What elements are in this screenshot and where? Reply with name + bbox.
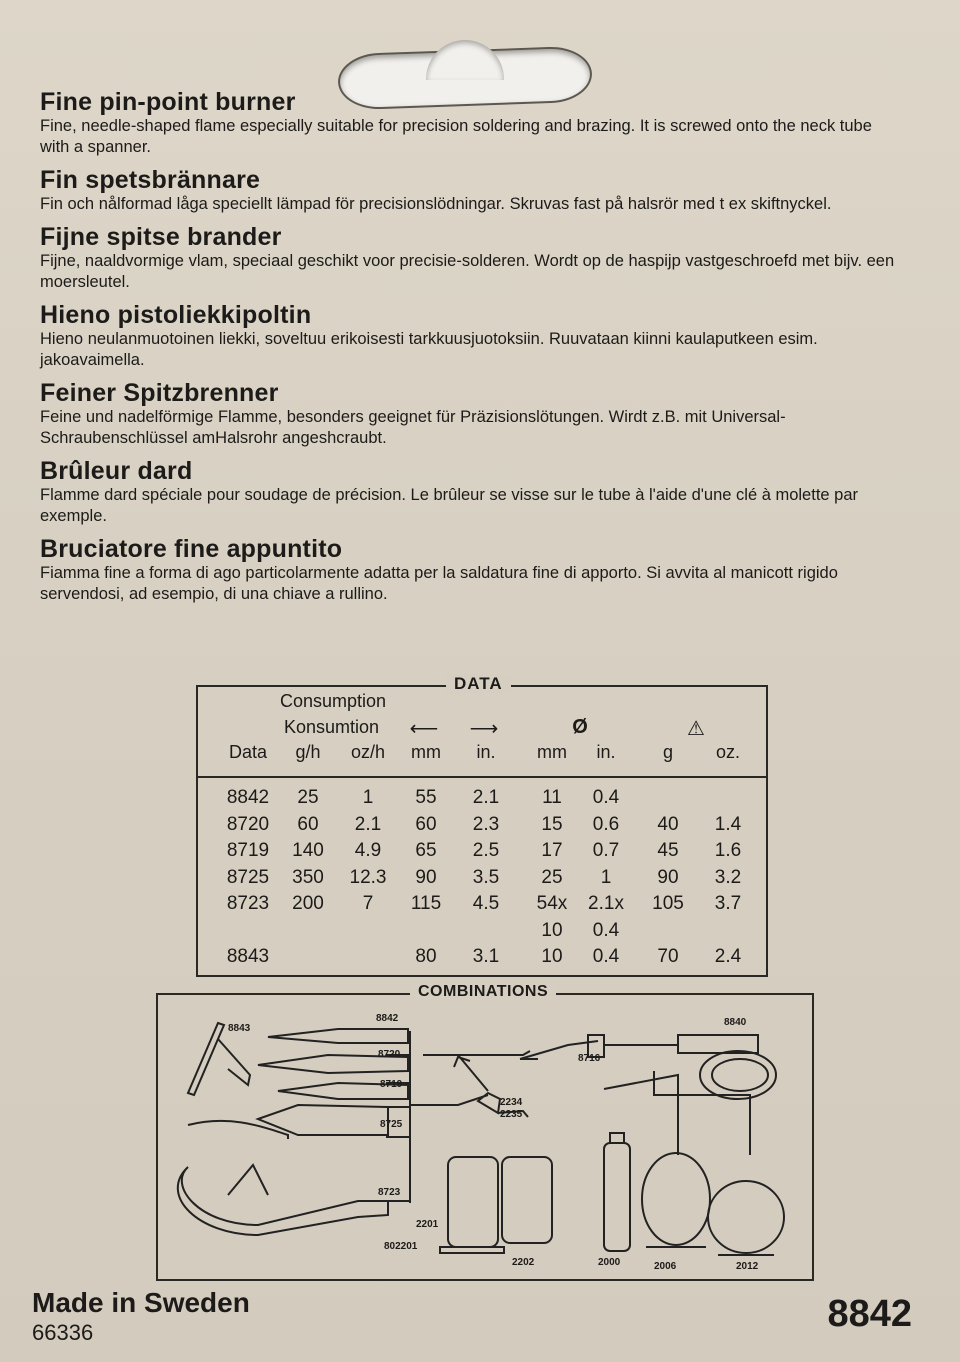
section-body: Flamme dard spéciale pour soudage de précision. Le brûleur se visse sur le tube à l'aide d'une clé à molette par exemple. — [40, 486, 859, 525]
section-dutch — [40, 223, 910, 293]
column-header: mm — [537, 742, 567, 762]
column-header: Data — [228, 742, 268, 762]
hang-hole-notch — [426, 40, 504, 80]
section-title: Hieno pistoliekkipoltin — [40, 301, 312, 329]
section-body: Fin och nålformad låga speciellt lämpad för precisionslödningar. Skruvas fast på halsrör med t ex skiftnyckel. — [40, 195, 832, 213]
table-cell: 3.1 — [472, 946, 500, 967]
label-8843: 8843 — [228, 1023, 251, 1034]
table-cell: 115 — [410, 893, 442, 914]
diameter-icon: Ø — [572, 716, 588, 738]
label-8725: 8725 — [380, 1119, 403, 1130]
label-2006: 2006 — [654, 1261, 677, 1272]
label-8723: 8723 — [378, 1187, 401, 1198]
description-sections — [40, 88, 910, 613]
table-cell: 140 — [292, 840, 324, 861]
table-cell: 60 — [297, 813, 319, 835]
table-cell: 8725 — [226, 866, 270, 888]
label-8719: 8719 — [380, 1079, 403, 1090]
table-cell: 90 — [657, 866, 679, 888]
table-row — [198, 920, 766, 946]
weight-icon: ⚠ — [687, 718, 705, 740]
table-cell: 80 — [415, 946, 437, 967]
section-finnish — [40, 301, 910, 371]
table-cell: 8842 — [226, 787, 270, 808]
table-cell: 3.5 — [472, 866, 500, 888]
label-8842: 8842 — [376, 1013, 399, 1024]
table-cell: 2.1x — [588, 893, 624, 914]
label-802201: 802201 — [384, 1241, 418, 1252]
consumption-label: Consumption — [280, 691, 387, 711]
section-title: Fin spetsbrännare — [40, 166, 261, 194]
section-title: Feiner Spitzbrenner — [40, 379, 279, 407]
section-german — [40, 379, 910, 449]
table-cell: 2.1 — [472, 787, 500, 808]
section-italian — [40, 535, 910, 605]
table-cell: 54x — [536, 893, 568, 914]
table-cell: 350 — [292, 866, 324, 888]
table-row — [198, 787, 766, 813]
combinations-drawing — [158, 995, 812, 1279]
label-8716: 8716 — [578, 1053, 601, 1064]
table-cell: 0.7 — [592, 840, 620, 861]
label-2202: 2202 — [512, 1257, 535, 1268]
section-body: Hieno neulanmuotoinen liekki, soveltuu erikoisesti tarkkuusjuotoksiin. Ruuvataan kiinni kaulaputkeen esim. jakoavaimella. — [40, 330, 818, 369]
section-english — [40, 88, 910, 158]
table-row — [198, 867, 766, 893]
konsumtion-label: Konsumtion — [284, 717, 380, 737]
table-cell: 45 — [657, 840, 679, 861]
table-cell: 10 — [541, 919, 563, 941]
table-cell: 1 — [362, 787, 374, 808]
table-cell: 1 — [600, 866, 612, 888]
label-2000: 2000 — [598, 1257, 621, 1268]
label-2201: 2201 — [416, 1219, 439, 1230]
section-body: Fiamma fine a forma di ago particolarmente adatta per la saldatura fine di apporto. Si avvita al manicott rigido servendosi, ad esempio, di una chiave a rullino. — [40, 564, 838, 603]
table-cell: 1.4 — [714, 813, 742, 835]
table-cell: 0.6 — [592, 813, 620, 835]
table-cell: 7 — [362, 893, 374, 914]
data-table-title: DATA — [446, 674, 511, 694]
table-cell: 17 — [541, 840, 563, 861]
table-cell: 70 — [657, 946, 679, 967]
product-number: 8842 — [827, 1293, 912, 1335]
section-body: Feine und nadelförmige Flamme, besonders geeignet für Präzisionslötungen. Wirdt z.B. mit Universal-Schraubenschlüssel amHalsrohr angeshcraubt. — [40, 408, 786, 447]
table-cell: 4.9 — [354, 840, 382, 861]
table-cell: 0.4 — [592, 946, 620, 967]
table-cell: 105 — [652, 893, 684, 914]
table-cell: 3.2 — [714, 866, 742, 888]
column-header: in. — [476, 742, 496, 762]
table-row — [198, 840, 766, 866]
table-cell: 0.4 — [592, 787, 620, 808]
column-header: oz. — [715, 742, 740, 762]
table-row — [198, 814, 766, 840]
label-2234: 2234 — [500, 1097, 523, 1108]
table-cell: 8723 — [226, 893, 270, 914]
table-cell: 12.3 — [349, 866, 387, 888]
table-cell: 40 — [657, 813, 679, 835]
table-cell: 3.7 — [714, 893, 742, 914]
table-row — [198, 946, 766, 972]
section-french — [40, 457, 910, 527]
table-cell: 8719 — [226, 840, 270, 861]
table-cell: 2.5 — [472, 840, 500, 861]
made-in-label: Made in Sweden — [32, 1287, 250, 1318]
section-title: Bruciatore fine appuntito — [40, 535, 343, 563]
header-divider — [198, 776, 766, 778]
table-row — [198, 893, 766, 919]
data-table — [196, 674, 768, 977]
arrow-right-icon: ⟶ — [469, 718, 499, 740]
label-8840: 8840 — [724, 1017, 747, 1028]
column-header: g/h — [295, 742, 321, 762]
table-cell: 2.1 — [354, 813, 382, 835]
combinations-diagram — [156, 983, 814, 1281]
section-body: Fine, needle-shaped flame especially suitable for precision soldering and brazing. It is screwed onto the neck tube with a spanner. — [40, 117, 872, 156]
section-title: Fijne spitse brander — [40, 223, 282, 251]
section-body: Fijne, naaldvormige vlam, speciaal geschikt voor precisie-solderen. Wordt op de haspijp vastgeschroefd met bijv. een moersleutel. — [40, 252, 895, 291]
column-header: in. — [596, 742, 616, 762]
table-cell: 200 — [292, 893, 324, 914]
table-cell: 0.4 — [592, 919, 620, 941]
table-cell: 25 — [297, 787, 319, 808]
table-cell: 2.3 — [472, 813, 500, 835]
section-swedish — [40, 166, 910, 215]
table-cell: 2.4 — [714, 946, 742, 967]
label-8720: 8720 — [378, 1049, 401, 1060]
barcode-number: 66336 — [32, 1320, 94, 1345]
table-cell: 8843 — [226, 946, 270, 967]
column-header: mm — [411, 742, 441, 762]
table-cell: 11 — [542, 787, 562, 808]
arrow-left-icon: ⟵ — [409, 718, 439, 740]
table-cell: 65 — [415, 840, 437, 861]
column-header: g — [662, 742, 673, 762]
table-cell: 55 — [415, 787, 437, 808]
table-cell: 8720 — [226, 813, 270, 835]
section-title: Fine pin-point burner — [40, 88, 296, 116]
table-cell: 60 — [415, 813, 437, 835]
table-cell: 25 — [541, 866, 563, 888]
table-cell: 90 — [415, 866, 437, 888]
table-cell: 1.6 — [714, 840, 742, 861]
column-header: oz/h — [350, 742, 386, 762]
label-2235: 2235 — [500, 1109, 523, 1120]
section-title: Brûleur dard — [40, 457, 193, 485]
table-cell: 15 — [541, 813, 563, 835]
combinations-title: COMBINATIONS — [410, 983, 556, 1001]
table-cell: 10 — [541, 946, 563, 967]
label-2012: 2012 — [736, 1261, 759, 1272]
table-cell: 4.5 — [472, 893, 500, 914]
